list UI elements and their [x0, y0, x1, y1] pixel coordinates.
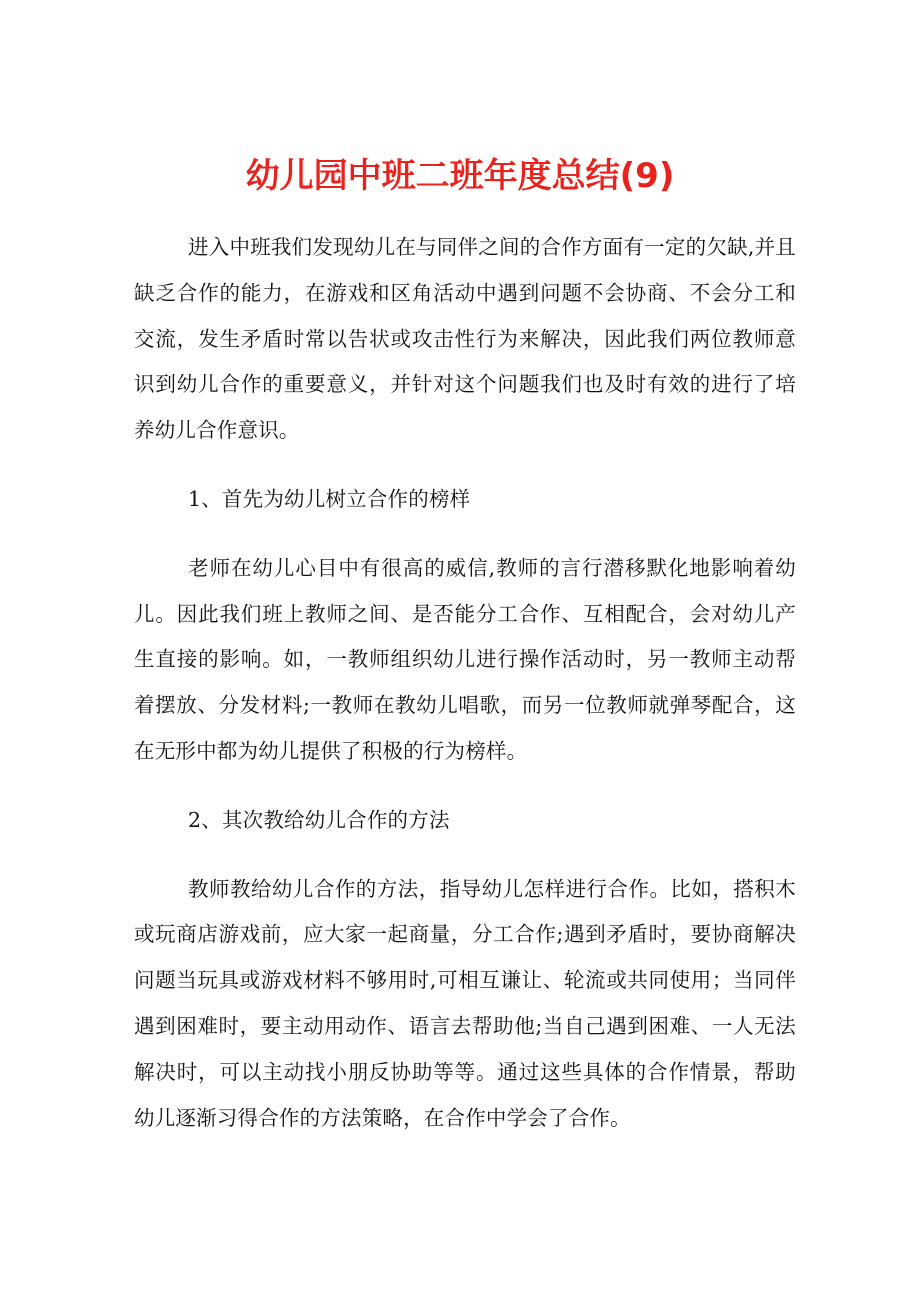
document-body — [134, 225, 796, 1141]
paragraph-role-model: 老师在幼儿心目中有很高的威信,教师的言行潜移默化地影响着幼儿。因此我们班上教师之间、是否能分工合作、互相配合，会对幼儿产生直接的影响。如，一教师组织幼儿进行操作活动时，另一教师主动帮着摆放、分发材料;一教师在教幼儿唱歌，而另一位教师就弹琴配合，这在无形中都为幼儿提供了积极的行为榜样。 — [134, 555, 796, 763]
paragraph-methods: 教师教给幼儿合作的方法，指导幼儿怎样进行合作。比如，搭积木或玩商店游戏前，应大家一起商量，分工合作;遇到矛盾时，要协商解决问题当玩具或游戏材料不够用时,可相互谦让、轮流或共同使用；当同伴遇到困难时，要主动用动作、语言去帮助他;当自己遇到困难、一人无法解决时，可以主动找小朋反协助等等。通过这些具体的合作情景，帮助幼儿逐渐习得合作的方法策略，在合作中学会了合作。 — [134, 876, 796, 1130]
section-heading-2: 2、其次教给幼儿合作的方法 — [188, 807, 450, 832]
section-heading-1: 1、首先为幼儿树立合作的榜样 — [188, 486, 471, 511]
document-title: 幼儿园中班二班年度总结(9) — [245, 155, 675, 196]
paragraph-spacer — [134, 454, 796, 477]
paragraph-spacer — [134, 775, 796, 798]
paragraph-spacer — [134, 844, 796, 867]
paragraph-intro: 进入中班我们发现幼儿在与同伴之间的合作方面有一定的欠缺,并且缺乏合作的能力，在游戏和区角活动中遇到问题不会协商、不会分工和交流，发生矛盾时常以告状或攻击性行为来解决，因此我们两位教师意识到幼儿合作的重要意义，并针对这个问题我们也及时有效的进行了培养幼儿合作意识。 — [134, 235, 796, 443]
paragraph-spacer — [134, 523, 796, 546]
